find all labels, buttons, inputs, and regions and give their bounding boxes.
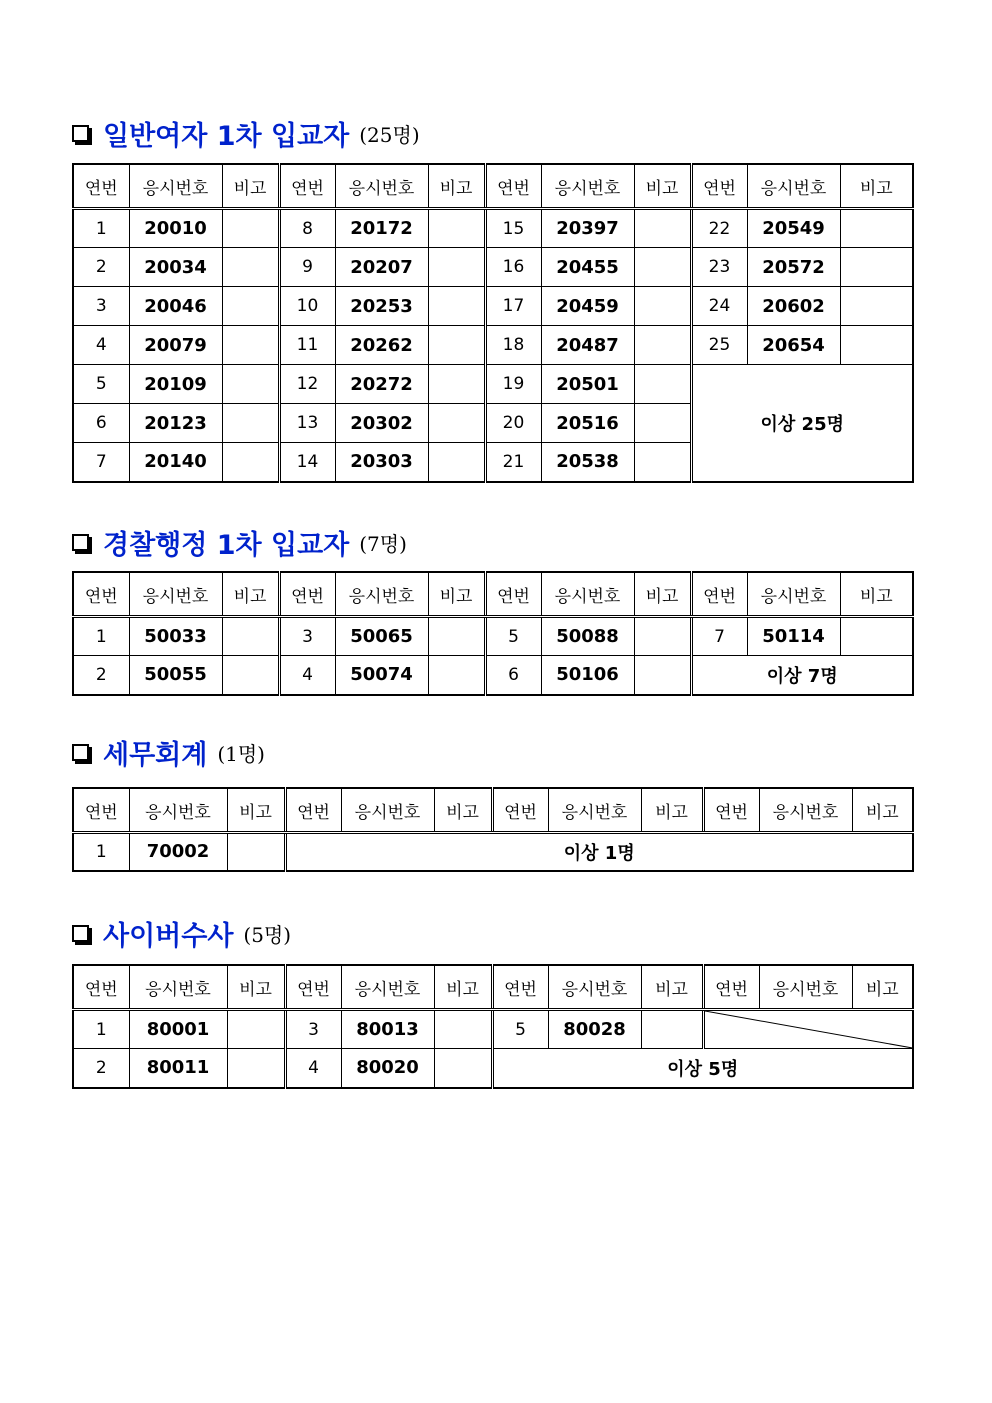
remarks-cell xyxy=(222,248,279,287)
exam-number-cell: 80028 xyxy=(548,1010,641,1049)
header-serial: 연번 xyxy=(691,572,747,617)
serial-cell: 21 xyxy=(485,443,541,482)
exam-number-cell: 50074 xyxy=(335,656,428,695)
serial-cell: 9 xyxy=(279,248,335,287)
remarks-cell xyxy=(227,1010,285,1049)
table-row xyxy=(73,1010,913,1049)
table-row xyxy=(73,326,913,365)
header-exam-number: 응시번호 xyxy=(759,965,852,1010)
serial-cell: 10 xyxy=(279,287,335,326)
remarks-cell xyxy=(222,404,279,443)
exam-number-cell: 80001 xyxy=(129,1010,227,1049)
header-remarks: 비고 xyxy=(840,572,913,617)
section-title: 경찰행정 1차 입교자 xyxy=(103,529,350,561)
serial-cell: 17 xyxy=(485,287,541,326)
serial-cell: 2 xyxy=(73,656,129,695)
serial-cell: 4 xyxy=(285,1049,341,1088)
remarks-cell xyxy=(222,617,279,656)
remarks-cell xyxy=(227,833,285,871)
exam-number-cell: 20459 xyxy=(541,287,634,326)
exam-number-cell: 20046 xyxy=(129,287,222,326)
checkbox-square-icon xyxy=(72,534,89,551)
exam-number-cell: 20262 xyxy=(335,326,428,365)
section-count: (1명) xyxy=(217,741,265,766)
roster-table xyxy=(72,571,914,696)
exam-number-cell: 20572 xyxy=(747,248,840,287)
serial-cell: 15 xyxy=(485,209,541,248)
exam-number-cell: 50088 xyxy=(541,617,634,656)
remarks-cell xyxy=(634,287,691,326)
serial-cell: 12 xyxy=(279,365,335,404)
header-exam-number: 응시번호 xyxy=(759,788,852,833)
exam-number-cell: 20109 xyxy=(129,365,222,404)
summary-cell: 이상 7명 xyxy=(691,656,913,695)
exam-number-cell: 20140 xyxy=(129,443,222,482)
summary-cell: 이상 1명 xyxy=(285,833,913,871)
exam-number-cell: 20207 xyxy=(335,248,428,287)
serial-cell: 4 xyxy=(73,326,129,365)
remarks-cell xyxy=(840,248,913,287)
serial-cell: 1 xyxy=(73,209,129,248)
remarks-cell xyxy=(840,617,913,656)
header-exam-number: 응시번호 xyxy=(129,572,222,617)
roster-table xyxy=(72,163,914,483)
header-serial: 연번 xyxy=(285,965,341,1010)
header-exam-number: 응시번호 xyxy=(747,164,840,209)
exam-number-cell: 80020 xyxy=(341,1049,434,1088)
checkbox-square-icon xyxy=(72,744,89,761)
header-serial: 연번 xyxy=(73,965,129,1010)
remarks-cell xyxy=(840,326,913,365)
section-title: 사이버수사 xyxy=(103,920,234,952)
table-row xyxy=(73,209,913,248)
remarks-cell xyxy=(222,209,279,248)
header-remarks: 비고 xyxy=(227,788,285,833)
remarks-cell xyxy=(428,326,485,365)
serial-cell: 22 xyxy=(691,209,747,248)
table-row xyxy=(73,656,913,695)
exam-number-cell: 20253 xyxy=(335,287,428,326)
exam-number-cell: 20303 xyxy=(335,443,428,482)
exam-number-cell: 50033 xyxy=(129,617,222,656)
exam-number-cell: 20487 xyxy=(541,326,634,365)
header-exam-number: 응시번호 xyxy=(335,572,428,617)
serial-cell: 6 xyxy=(73,404,129,443)
remarks-cell xyxy=(428,443,485,482)
section-heading xyxy=(72,734,265,770)
header-serial: 연번 xyxy=(279,164,335,209)
header-serial: 연번 xyxy=(691,164,747,209)
header-remarks: 비고 xyxy=(852,965,913,1010)
section-title: 세무회계 xyxy=(103,739,208,771)
exam-number-cell: 20397 xyxy=(541,209,634,248)
exam-number-cell: 70002 xyxy=(129,833,227,871)
header-remarks: 비고 xyxy=(222,164,279,209)
remarks-cell xyxy=(434,1049,492,1088)
header-exam-number: 응시번호 xyxy=(129,164,222,209)
remarks-cell xyxy=(840,287,913,326)
remarks-cell xyxy=(634,443,691,482)
exam-number-cell: 20654 xyxy=(747,326,840,365)
header-exam-number: 응시번호 xyxy=(541,164,634,209)
remarks-cell xyxy=(428,209,485,248)
header-serial: 연번 xyxy=(492,965,548,1010)
header-exam-number: 응시번호 xyxy=(341,965,434,1010)
serial-cell: 5 xyxy=(492,1010,548,1049)
exam-number-cell: 20549 xyxy=(747,209,840,248)
serial-cell: 7 xyxy=(73,443,129,482)
header-serial: 연번 xyxy=(73,788,129,833)
remarks-cell xyxy=(227,1049,285,1088)
remarks-cell xyxy=(634,209,691,248)
table-header-row xyxy=(73,572,913,617)
exam-number-cell: 20010 xyxy=(129,209,222,248)
serial-cell: 5 xyxy=(73,365,129,404)
header-remarks: 비고 xyxy=(852,788,913,833)
remarks-cell xyxy=(428,287,485,326)
section-heading xyxy=(72,915,291,951)
serial-cell: 8 xyxy=(279,209,335,248)
serial-cell: 1 xyxy=(73,1010,129,1049)
header-remarks: 비고 xyxy=(641,965,703,1010)
header-serial: 연번 xyxy=(703,965,759,1010)
serial-cell: 1 xyxy=(73,617,129,656)
exam-number-cell: 20501 xyxy=(541,365,634,404)
exam-number-cell: 20455 xyxy=(541,248,634,287)
serial-cell: 23 xyxy=(691,248,747,287)
exam-number-cell: 20272 xyxy=(335,365,428,404)
exam-number-cell: 20172 xyxy=(335,209,428,248)
remarks-cell xyxy=(634,617,691,656)
serial-cell: 18 xyxy=(485,326,541,365)
table-row xyxy=(73,287,913,326)
section-count: (7명) xyxy=(359,531,407,556)
serial-cell: 13 xyxy=(279,404,335,443)
section-heading xyxy=(72,524,407,560)
table-row xyxy=(73,1049,913,1088)
table-row xyxy=(73,248,913,287)
header-remarks: 비고 xyxy=(434,788,492,833)
remarks-cell xyxy=(634,326,691,365)
header-exam-number: 응시번호 xyxy=(129,788,227,833)
summary-cell: 이상 5명 xyxy=(492,1049,913,1088)
header-remarks: 비고 xyxy=(428,572,485,617)
checkbox-square-icon xyxy=(72,125,89,142)
serial-cell: 7 xyxy=(691,617,747,656)
exam-number-cell: 20079 xyxy=(129,326,222,365)
summary-cell: 이상 25명 xyxy=(691,365,913,482)
exam-number-cell: 20602 xyxy=(747,287,840,326)
serial-cell: 19 xyxy=(485,365,541,404)
header-remarks: 비고 xyxy=(428,164,485,209)
serial-cell: 20 xyxy=(485,404,541,443)
header-serial: 연번 xyxy=(485,572,541,617)
remarks-cell xyxy=(222,443,279,482)
serial-cell: 2 xyxy=(73,248,129,287)
exam-number-cell: 50055 xyxy=(129,656,222,695)
exam-number-cell: 80011 xyxy=(129,1049,227,1088)
header-remarks: 비고 xyxy=(434,965,492,1010)
table-header-row xyxy=(73,788,913,833)
remarks-cell xyxy=(222,326,279,365)
header-exam-number: 응시번호 xyxy=(541,572,634,617)
header-serial: 연번 xyxy=(485,164,541,209)
header-serial: 연번 xyxy=(73,572,129,617)
header-serial: 연번 xyxy=(279,572,335,617)
exam-number-cell: 20538 xyxy=(541,443,634,482)
serial-cell: 16 xyxy=(485,248,541,287)
remarks-cell xyxy=(428,617,485,656)
serial-cell: 3 xyxy=(279,617,335,656)
header-serial: 연번 xyxy=(285,788,341,833)
header-exam-number: 응시번호 xyxy=(335,164,428,209)
diagonal-line xyxy=(705,1011,913,1048)
roster-table xyxy=(72,787,914,872)
exam-number-cell: 20302 xyxy=(335,404,428,443)
header-remarks: 비고 xyxy=(634,572,691,617)
exam-number-cell: 20123 xyxy=(129,404,222,443)
checkbox-square-icon xyxy=(72,925,89,942)
serial-cell: 3 xyxy=(73,287,129,326)
section-title: 일반여자 1차 입교자 xyxy=(103,120,350,152)
remarks-cell xyxy=(222,287,279,326)
serial-cell: 2 xyxy=(73,1049,129,1088)
header-serial: 연번 xyxy=(703,788,759,833)
header-exam-number: 응시번호 xyxy=(548,965,641,1010)
remarks-cell xyxy=(634,365,691,404)
exam-number-cell: 20516 xyxy=(541,404,634,443)
remarks-cell xyxy=(641,1010,703,1049)
serial-cell: 24 xyxy=(691,287,747,326)
roster-table xyxy=(72,964,914,1089)
table-row xyxy=(73,365,913,404)
remarks-cell xyxy=(222,365,279,404)
remarks-cell xyxy=(428,365,485,404)
table-header-row xyxy=(73,965,913,1010)
remarks-cell xyxy=(634,656,691,695)
remarks-cell xyxy=(428,404,485,443)
header-exam-number: 응시번호 xyxy=(548,788,641,833)
remarks-cell xyxy=(634,248,691,287)
serial-cell: 5 xyxy=(485,617,541,656)
header-remarks: 비고 xyxy=(641,788,703,833)
exam-number-cell: 50114 xyxy=(747,617,840,656)
header-remarks: 비고 xyxy=(227,965,285,1010)
header-serial: 연번 xyxy=(73,164,129,209)
serial-cell: 3 xyxy=(285,1010,341,1049)
section-count: (5명) xyxy=(243,922,292,947)
header-exam-number: 응시번호 xyxy=(129,965,227,1010)
section-heading xyxy=(72,115,420,151)
header-serial: 연번 xyxy=(492,788,548,833)
empty-slashed-cell xyxy=(703,1010,913,1049)
header-remarks: 비고 xyxy=(222,572,279,617)
exam-number-cell: 80013 xyxy=(341,1010,434,1049)
table-header-row xyxy=(73,164,913,209)
remarks-cell xyxy=(428,248,485,287)
header-exam-number: 응시번호 xyxy=(747,572,840,617)
serial-cell: 6 xyxy=(485,656,541,695)
serial-cell: 14 xyxy=(279,443,335,482)
header-remarks: 비고 xyxy=(840,164,913,209)
serial-cell: 1 xyxy=(73,833,129,871)
remarks-cell xyxy=(434,1010,492,1049)
remarks-cell xyxy=(634,404,691,443)
remarks-cell xyxy=(222,656,279,695)
header-remarks: 비고 xyxy=(634,164,691,209)
remarks-cell xyxy=(428,656,485,695)
header-exam-number: 응시번호 xyxy=(341,788,434,833)
table-row xyxy=(73,617,913,656)
exam-number-cell: 50065 xyxy=(335,617,428,656)
table-row xyxy=(73,833,913,871)
exam-number-cell: 50106 xyxy=(541,656,634,695)
serial-cell: 25 xyxy=(691,326,747,365)
section-count: (25명) xyxy=(359,122,420,147)
remarks-cell xyxy=(840,209,913,248)
serial-cell: 4 xyxy=(279,656,335,695)
exam-number-cell: 20034 xyxy=(129,248,222,287)
serial-cell: 11 xyxy=(279,326,335,365)
